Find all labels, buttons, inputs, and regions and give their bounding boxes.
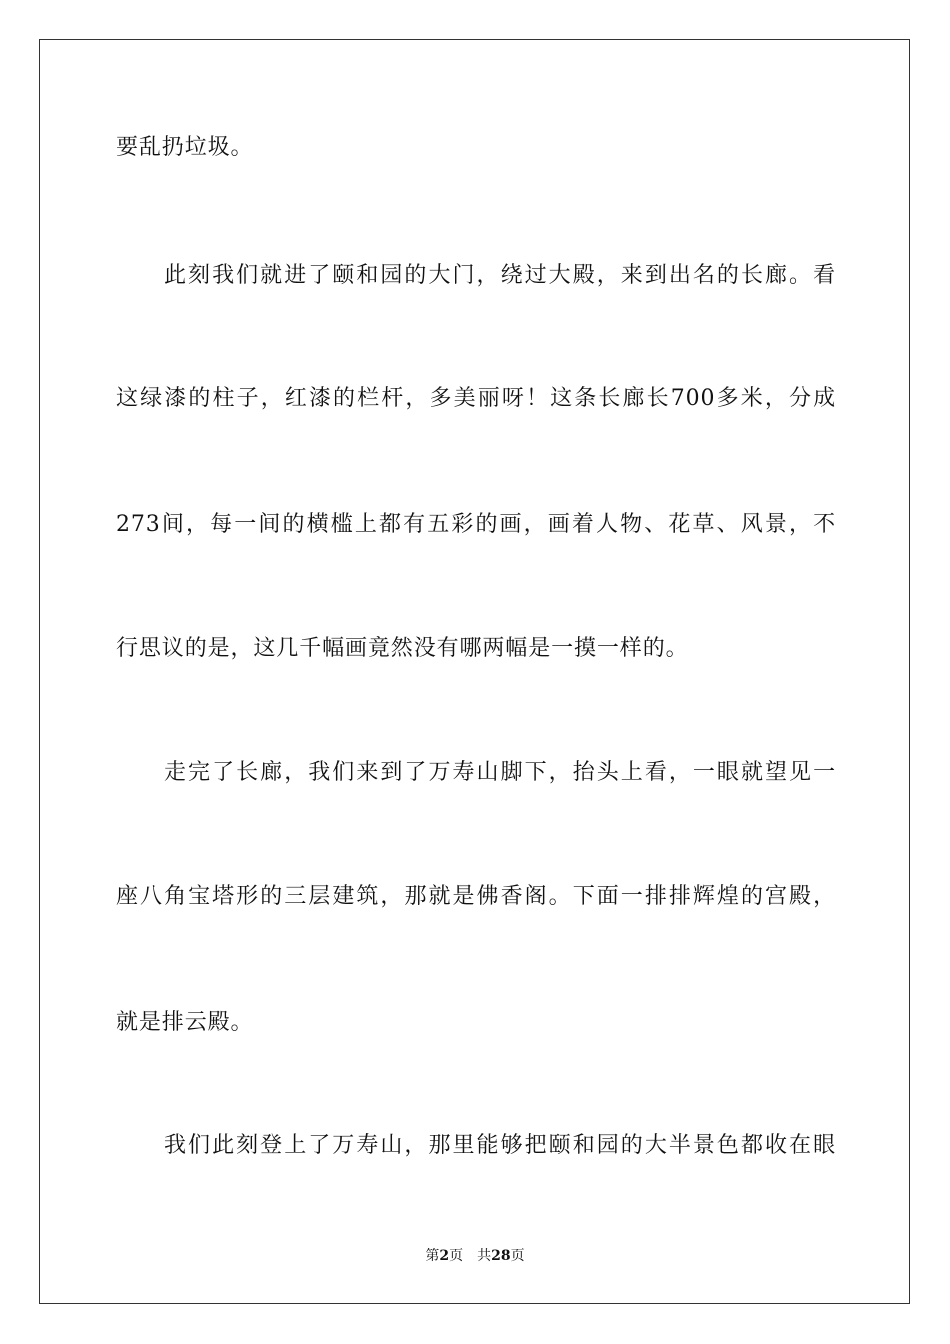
paragraph-line: 走完了长廊，我们来到了万寿山脚下，抬头上看，一眼就望见一 — [164, 760, 836, 785]
paragraph-line: 行思议的是，这几千幅画竟然没有哪两幅是一摸一样的。 — [116, 636, 689, 661]
paragraph-line: 此刻我们就进了颐和园的大门，绕过大殿，来到出名的长廊。看 — [164, 263, 836, 288]
page-number: 2 — [439, 1248, 450, 1264]
paragraph-line: 我们此刻登上了万寿山，那里能够把颐和园的大半景色都收在眼 — [164, 1133, 836, 1158]
total-pages: 28 — [491, 1248, 511, 1264]
page-label-suffix: 页 — [449, 1248, 464, 1264]
total-label-suffix: 页 — [510, 1248, 525, 1264]
page-border — [39, 39, 910, 1304]
total-label-prefix: 共 — [477, 1248, 492, 1264]
paragraph-line: 座八角宝塔形的三层建筑，那就是佛香阁。下面一排排辉煌的宫殿， — [116, 884, 836, 909]
paragraph-line: 273间，每一间的横槛上都有五彩的画，画着人物、花草、风景，不 — [116, 512, 836, 537]
page-label-prefix: 第 — [425, 1248, 440, 1264]
paragraph-line: 这绿漆的柱子，红漆的栏杆，多美丽呀！这条长廊长700多米，分成 — [116, 386, 836, 411]
page-footer — [0, 1246, 950, 1266]
paragraph-line: 要乱扔垃圾。 — [116, 135, 254, 160]
paragraph-line: 就是排云殿。 — [116, 1010, 254, 1035]
